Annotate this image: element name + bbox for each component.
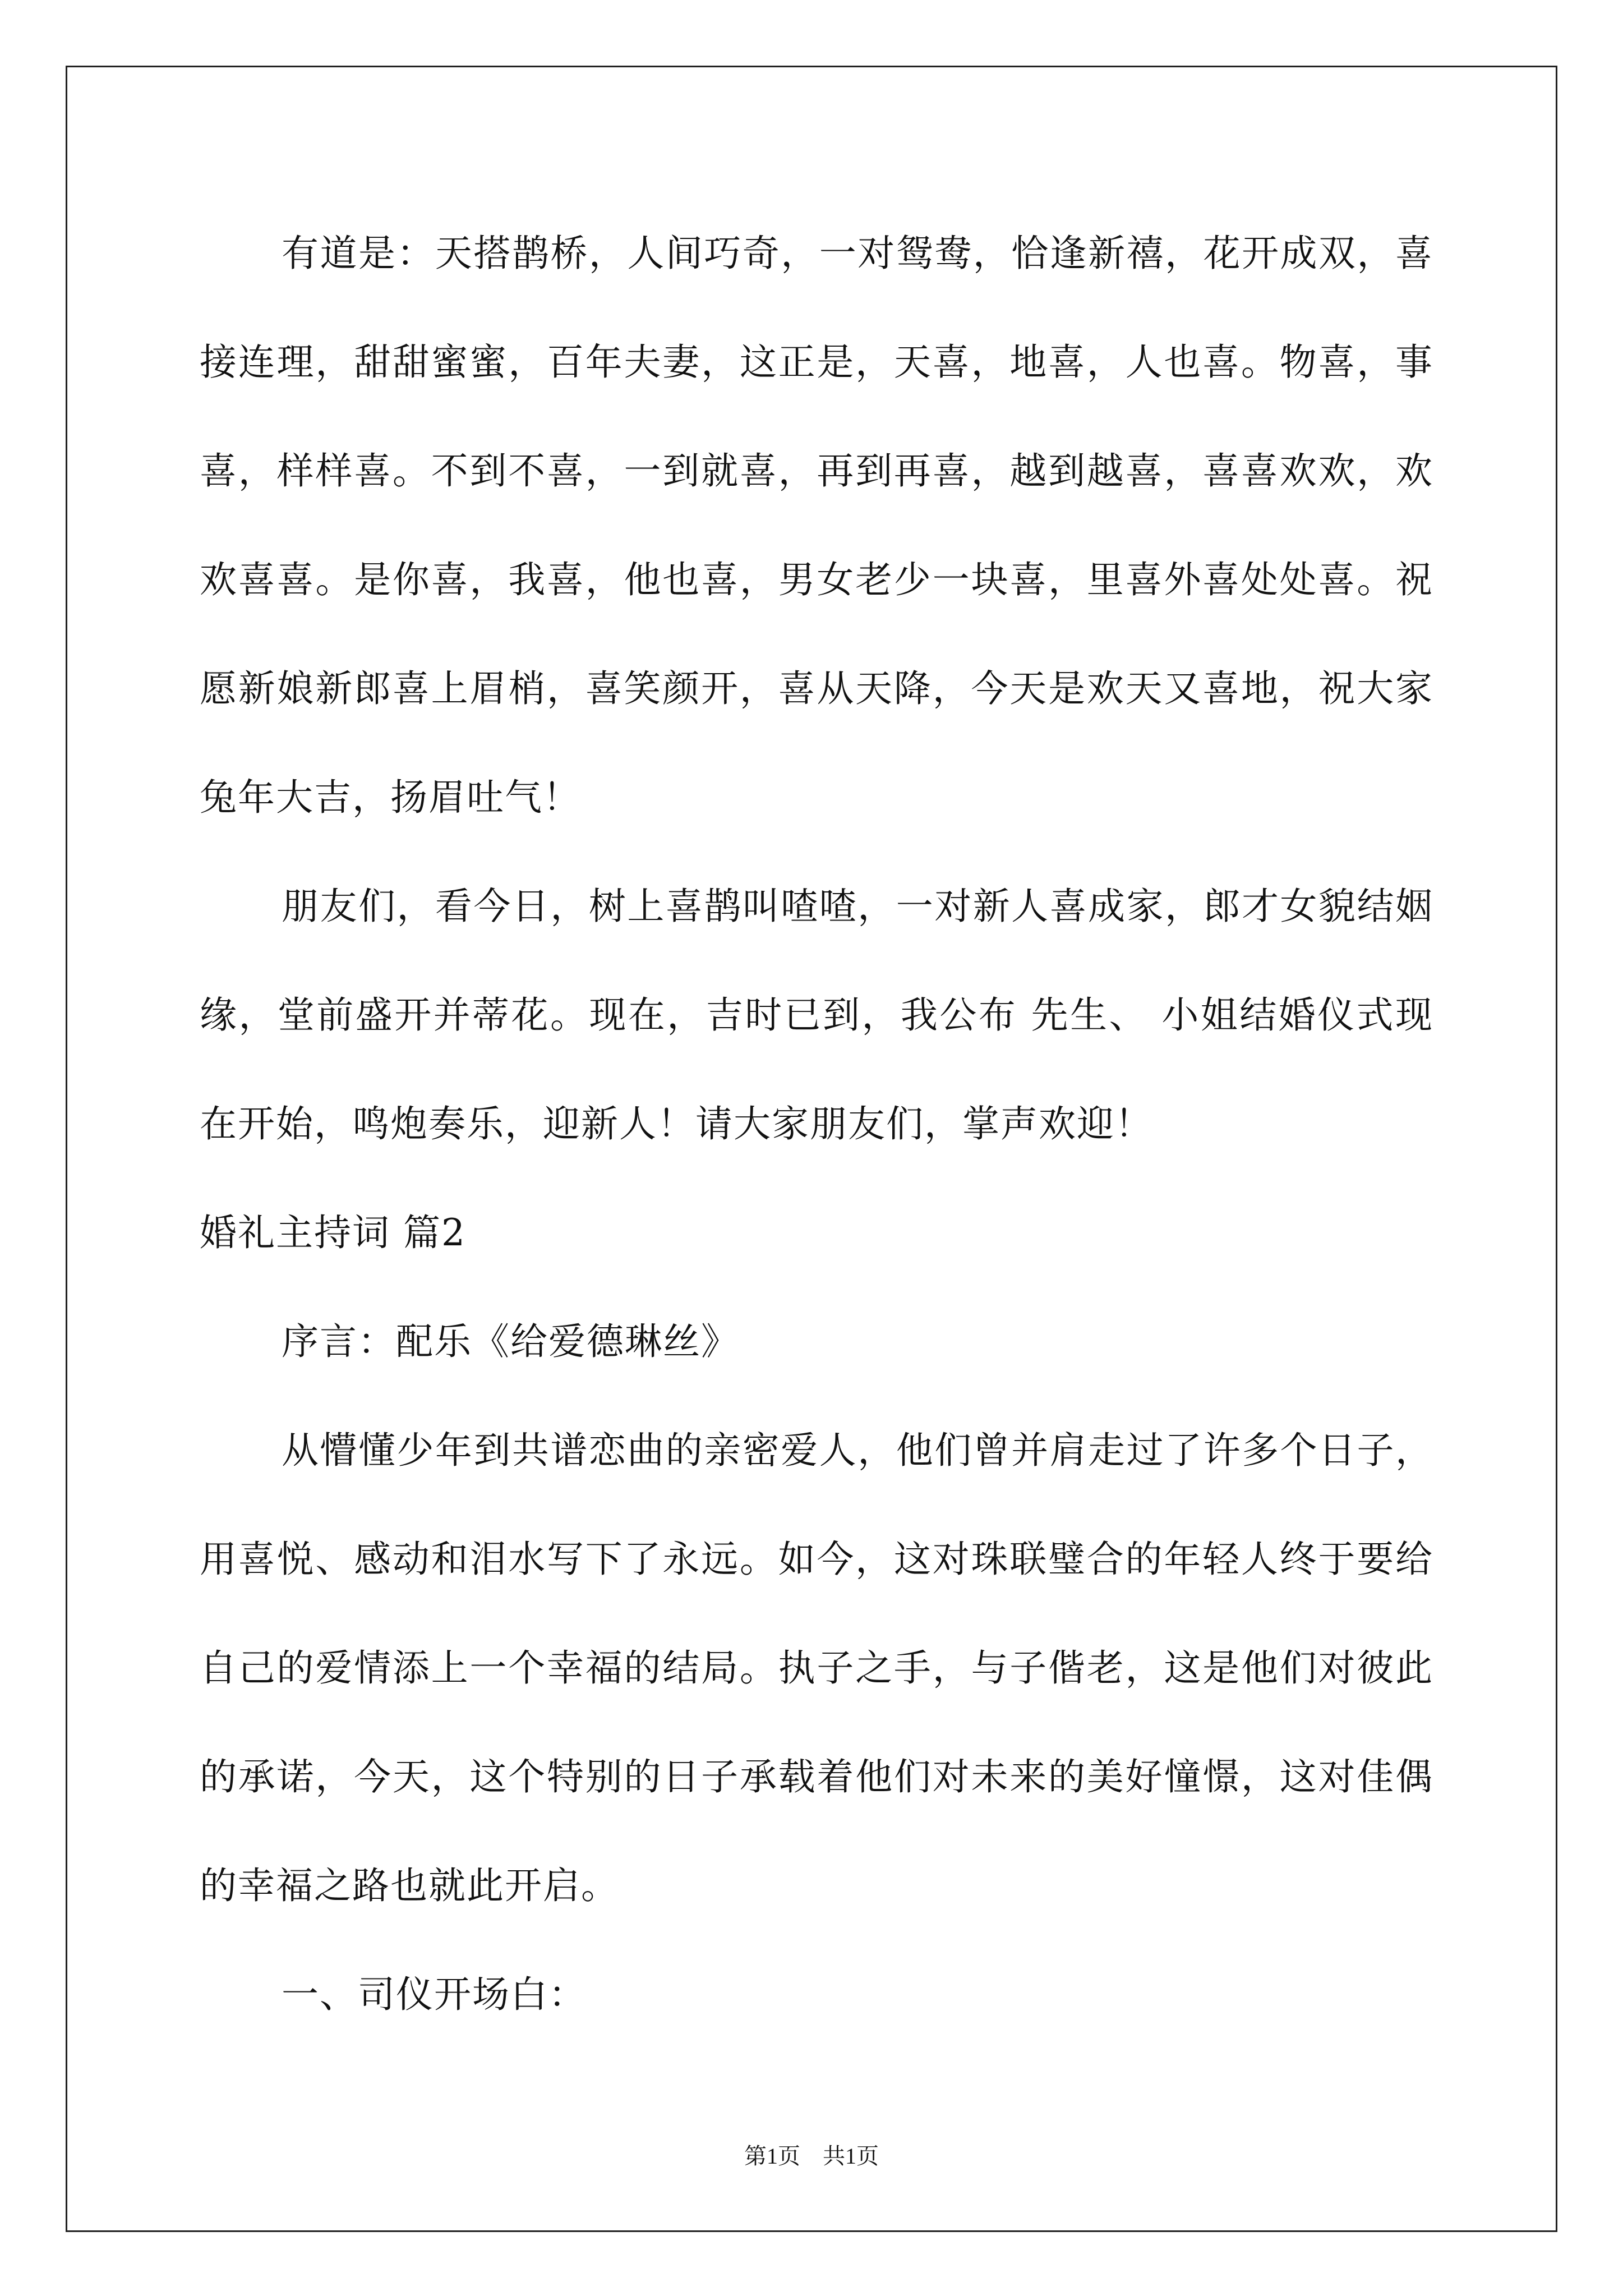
page-footer [0,2138,1623,2170]
paragraph-announcement: 朋友们，看今日，树上喜鹊叫喳喳，一对新人喜成家，郎才女貌结姻缘，堂前盛开并蒂花。现在，吉时已到，我公布 先生、 小姐结婚仪式现在开始，鸣炮奏乐，迎新人！请大家朋友们，掌声欢迎！ [200,885,1433,1145]
subheading-opening-remarks: 一、司仪开场白： [282,1973,587,2016]
page-number-total: 共1页 [823,2143,879,2169]
document-body [200,199,1433,2049]
preface-line: 序言：配乐《给爱德琳丝》 [282,1320,739,1363]
paragraph-story: 从懵懂少年到共谱恋曲的亲密爱人，他们曾并肩走过了许多个日子，用喜悦、感动和泪水写下了永远。如今，这对珠联璧合的年轻人终于要给自己的爱情添上一个幸福的结局。执子之手，与子偕老，这是他们对彼此的承诺，今天，这个特别的日子承载着他们对未来的美好憧憬，这对佳偶的幸福之路也就此开启。 [200,1429,1433,1907]
page-number-current: 第1页 [744,2143,800,2169]
section-heading: 婚礼主持词 篇2 [200,1211,466,1254]
paragraph-opening: 有道是：天搭鹊桥，人间巧奇，一对鸳鸯，恰逢新禧，花开成双，喜接连理，甜甜蜜蜜，百年夫妻，这正是，天喜，地喜，人也喜。物喜，事喜，样样喜。不到不喜，一到就喜，再到再喜，越到越喜，喜喜欢欢，欢欢喜喜。是你喜，我喜，他也喜，男女老少一块喜，里喜外喜处处喜。祝愿新娘新郎喜上眉梢，喜笑颜开，喜从天降，今天是欢天又喜地，祝大家兔年大吉，扬眉吐气！ [200,232,1433,819]
